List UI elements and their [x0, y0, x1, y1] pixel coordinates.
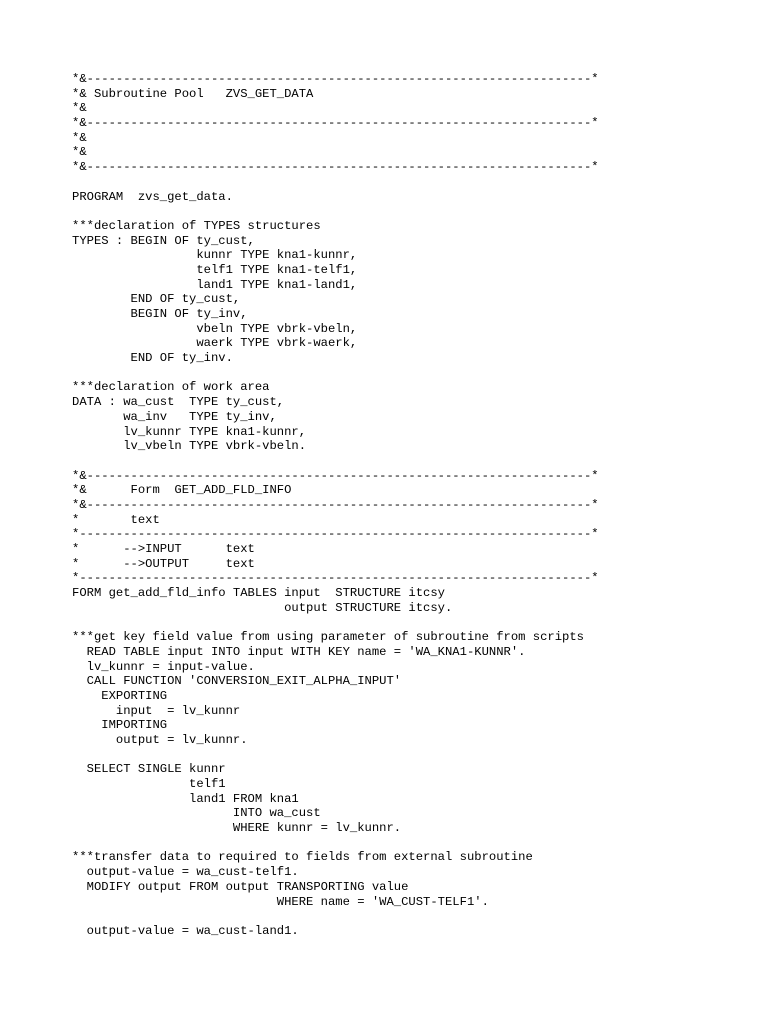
code-line: * text	[72, 512, 160, 527]
code-line: *&---------------------------------------------------------------------*	[72, 116, 599, 131]
code-line: land1 TYPE kna1-land1,	[72, 277, 358, 292]
code-line: MODIFY output FROM output TRANSPORTING value	[72, 879, 409, 894]
code-line	[72, 615, 752, 630]
code-line: input = lv_kunnr	[72, 703, 241, 718]
code-line: CALL FUNCTION 'CONVERSION_EXIT_ALPHA_INPUT'	[72, 674, 402, 689]
code-line: PROGRAM zvs_get_data.	[72, 189, 233, 204]
code-line: output = lv_kunnr.	[72, 732, 248, 747]
code-line: *&---------------------------------------------------------------------*	[72, 497, 599, 512]
code-line: vbeln TYPE vbrk-vbeln,	[72, 321, 358, 336]
code-line: END OF ty_inv.	[72, 351, 233, 366]
code-line: *&	[72, 145, 87, 160]
code-line: INTO wa_cust	[72, 806, 321, 821]
code-line: IMPORTING	[72, 718, 168, 733]
code-line: *&	[72, 130, 87, 145]
code-line	[72, 454, 752, 469]
code-line: lv_kunnr = input-value.	[72, 659, 255, 674]
code-line: land1 FROM kna1	[72, 791, 299, 806]
code-line	[72, 836, 752, 851]
code-line: lv_kunnr TYPE kna1-kunnr,	[72, 424, 307, 439]
code-line: * -->OUTPUT text	[72, 556, 255, 571]
code-line: telf1	[72, 777, 226, 791]
code-line: ***get key field value from using parameter of subroutine from scripts	[72, 630, 584, 645]
code-line: *----------------------------------------------------------------------*	[72, 571, 599, 586]
code-document	[72, 72, 752, 939]
code-line: output STRUCTURE itcsy.	[72, 600, 453, 615]
code-line: *&---------------------------------------------------------------------*	[72, 160, 599, 175]
code-line: FORM get_add_fld_info TABLES input STRUCTURE itcsy	[72, 586, 445, 601]
code-line: *&---------------------------------------------------------------------*	[72, 468, 599, 483]
code-line: output-value = wa_cust-land1.	[72, 923, 299, 938]
code-line	[72, 748, 752, 763]
code-line: * -->INPUT text	[72, 542, 255, 556]
code-line: BEGIN OF ty_inv,	[72, 307, 248, 321]
code-line: ***declaration of work area	[72, 380, 270, 395]
code-line: END OF ty_cust,	[72, 292, 241, 307]
code-line: telf1 TYPE kna1-telf1,	[72, 262, 358, 277]
code-line: *&	[72, 101, 87, 116]
code-line: *&---------------------------------------------------------------------*	[72, 72, 599, 86]
code-line: EXPORTING	[72, 688, 168, 703]
code-line: lv_vbeln TYPE vbrk-vbeln.	[72, 439, 307, 454]
code-line: *& Subroutine Pool ZVS_GET_DATA	[72, 86, 314, 101]
code-line: ***transfer data to required to fields from external subroutine	[72, 850, 533, 865]
code-line: WHERE kunnr = lv_kunnr.	[72, 821, 402, 836]
code-line: WHERE name = 'WA_CUST-TELF1'.	[72, 894, 489, 909]
code-line: *----------------------------------------------------------------------*	[72, 527, 599, 542]
code-line: SELECT SINGLE kunnr	[72, 762, 226, 777]
code-line: READ TABLE input INTO input WITH KEY name = 'WA_KNA1-KUNNR'.	[72, 644, 526, 659]
code-line: kunnr TYPE kna1-kunnr,	[72, 248, 358, 263]
code-line	[72, 909, 752, 924]
code-line: wa_inv TYPE ty_inv,	[72, 409, 277, 424]
code-line: DATA : wa_cust TYPE ty_cust,	[72, 395, 285, 410]
code-line: waerk TYPE vbrk-waerk,	[72, 336, 358, 351]
code-line	[72, 175, 752, 190]
code-line: output-value = wa_cust-telf1.	[72, 865, 299, 880]
code-line: *& Form GET_ADD_FLD_INFO	[72, 483, 292, 498]
code-line: ***declaration of TYPES structures	[72, 218, 321, 233]
code-line	[72, 366, 752, 381]
code-line: TYPES : BEGIN OF ty_cust,	[72, 233, 255, 248]
code-line	[72, 204, 752, 219]
